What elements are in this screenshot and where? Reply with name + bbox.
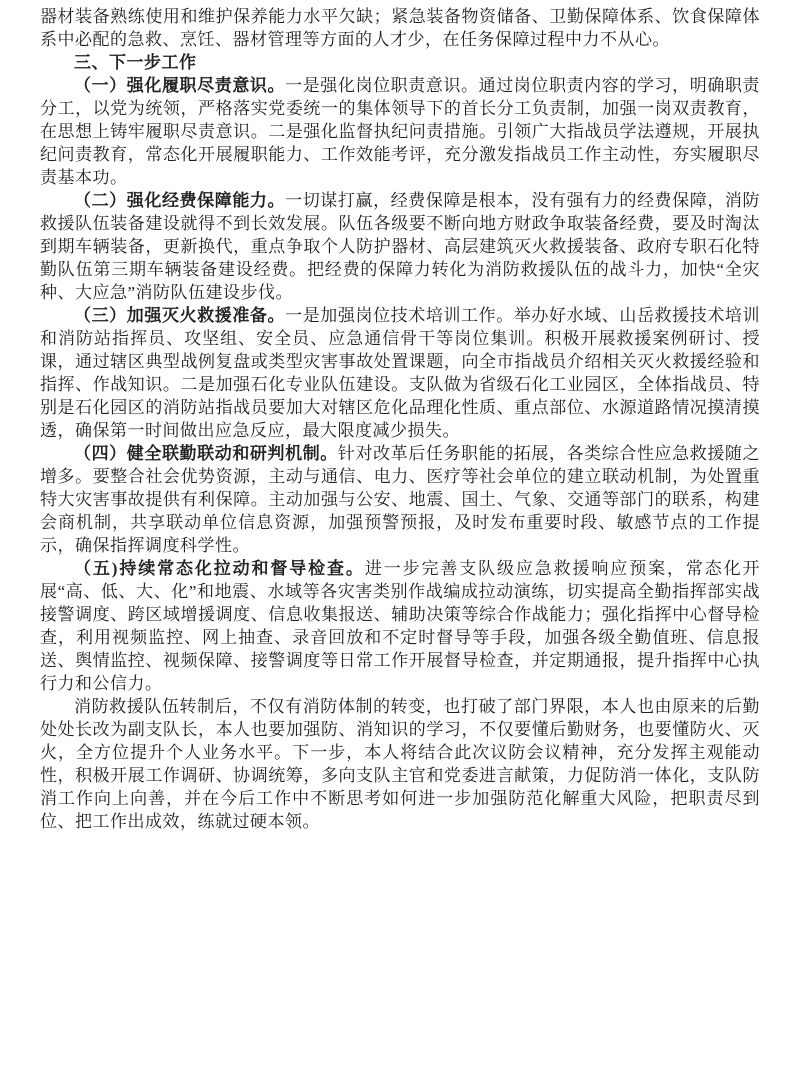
paragraph-2-body: 一切谋打赢，经费保障是根本，没有强有力的经费保障，消防救援队伍装备建设就得不到长效发展。队伍各级要不断向地方财政争取装备经费，要及时淘汰到期车辆装备，更新换代，重点争取个人防护器材、高层建筑灭火救援装备、政府专职石化特勤队伍第三期车辆装备建设经费。把经费的保障力转化为消防救援队伍的战斗力，加快“全灾种、大应急”消防队伍建设步伐。	[40, 191, 761, 302]
paragraph-5-body: 进一步完善支队级应急救援响应预案，常态化开展“高、低、大、化”和地震、水域等各灾害类别作战编成拉动演练，切实提高全勤指挥部实战接警调度、跨区域增援调度、信息收集报送、辅助决策等综合作战能力；强化指挥中心督导检查，利用视频监控、网上抽查、录音回放和不定时督导等手段，加强各级全勤值班、信息报送、舆情监控、视频保障、接警调度等日常工作开展督导检查，并定期通报，提升指挥中心执行力和公信力。	[40, 559, 760, 693]
numbered-paragraph-1	[40, 74, 760, 189]
continuation-paragraph: 器材装备熟练使用和维护保养能力水平欠缺；紧急装备物资储备、卫勤保障体系、饮食保障体系中必配的急救、烹饪、器材管理等方面的人才少，在任务保障过程中力不从心。	[40, 7, 760, 49]
paragraph-2-lead: （二）强化经费保障能力。	[74, 191, 286, 210]
numbered-paragraph-2	[40, 189, 760, 304]
numbered-paragraph-4	[40, 442, 760, 557]
paragraph-1-lead: （一）强化履职尽责意识。	[74, 76, 286, 95]
paragraph-1-body: 一是强化岗位职责意识。通过岗位职责内容的学习，明确职责分工，以党为统领，严格落实党委统一的集体领导下的首长分工负责制，加强一岗双责教育，在思想上铸牢履职尽责意识。二是强化监督执纪问责措施。引领广大指战员学法遵规，开展执纪问责教育，常态化开展履职能力、工作效能考评，充分激发指战员工作主动性，夯实履职尽责基本功。	[40, 76, 761, 187]
paragraph-4-body: 针对改革后任务职能的拓展，各类综合性应急救援随之增多。要整合社会优势资源，主动与通信、电力、医疗等社会单位的建立联动机制，为处置重特大灾害事故提供有利保障。主动加强与公安、地震、国土、气象、交通等部门的联系，构建会商机制，共享联动单位信息资源，加强预警预报，及时发布重要时段、敏感节点的工作提示，确保指挥调度科学性。	[40, 444, 761, 555]
paragraph-3-lead: （三）加强灭火救援准备。	[74, 306, 286, 325]
paragraph-5-lead: （五)持续常态化拉动和督导检查。	[74, 559, 365, 578]
section-heading: 三、下一步工作	[74, 53, 197, 72]
paragraph-3-body: 一是加强岗位技术培训工作。举办好水域、山岳救援技术培训和消防站指挥员、攻坚组、安全员、应急通信骨干等岗位集训。积极开展救援案例研讨、授课，通过辖区典型战例复盘或类型灾害事故处置课题，向全市指战员介绍相关灭火救援经验和指挥、作战知识。二是加强石化专业队伍建设。支队做为省级石化工业园区，全体指战员、特别是石化园区的消防站指战员要加大对辖区危化品理化性质、重点部位、水源道路情况摸清摸透，确保第一时间做出应急反应，最大限度减少损失。	[40, 306, 761, 440]
numbered-paragraph-3	[40, 304, 760, 442]
numbered-paragraph-5	[40, 557, 760, 695]
closing-paragraph: 消防救援队伍转制后，不仅有消防体制的转变，也打破了部门界限，本人也由原来的后勤处处长改为副支队长，本人也要加强防、消知识的学习，不仅要懂后勤财务，也要懂防火、灭火，全方位提升个人业务水平。下一步，本人将结合此次议防会议精神，充分发挥主观能动性，积极开展工作调研、协调统筹，多向支队主官和党委进言献策，力促防消一体化，支队防消工作向上向善，并在今后工作中不断思考如何进一步加强防范化解重大风险，把职责尽到位、把工作出成效，练就过硬本领。	[40, 697, 760, 831]
paragraph-4-lead: （四）健全联勤联动和研判机制。	[74, 444, 338, 463]
